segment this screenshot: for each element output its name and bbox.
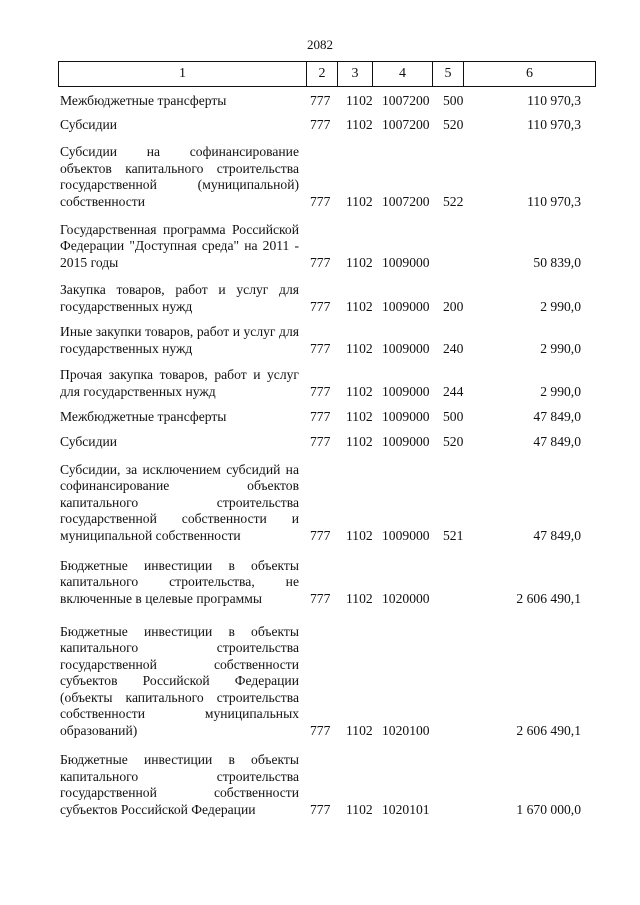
table-row (0, 366, 640, 400)
row-amount: 110 970,3 (527, 116, 581, 132)
table-row (0, 142, 640, 210)
row-code-2: 777 (310, 722, 331, 738)
row-code-2: 777 (310, 801, 331, 817)
column-header-2: 2 (307, 62, 338, 87)
row-code-4: 1020000 (382, 590, 430, 606)
table-row (0, 116, 640, 133)
table-row (0, 750, 640, 818)
row-code-4: 1020100 (382, 722, 430, 738)
row-amount: 110 970,3 (527, 193, 581, 209)
table-row (0, 556, 640, 607)
row-code-3: 1102 (346, 116, 373, 132)
row-code-4: 1009000 (382, 527, 430, 543)
row-name: Субсидии (60, 116, 118, 132)
row-code-3: 1102 (346, 433, 373, 449)
row-code-4: 1009000 (382, 383, 430, 399)
table-row (0, 220, 640, 271)
row-amount: 2 990,0 (540, 298, 581, 314)
row-code-5: 520 (443, 433, 464, 449)
row-amount: 1 670 000,0 (516, 801, 581, 817)
row-code-4: 1007200 (382, 92, 430, 108)
row-code-3: 1102 (346, 340, 373, 356)
row-amount: 47 849,0 (533, 527, 581, 543)
table-row (0, 281, 640, 315)
row-code-4: 1007200 (382, 193, 430, 209)
row-code-2: 777 (310, 408, 331, 424)
row-code-5: 500 (443, 92, 464, 108)
row-amount: 2 990,0 (540, 340, 581, 356)
row-code-2: 777 (310, 92, 331, 108)
row-code-5: 521 (443, 527, 464, 543)
row-amount: 50 839,0 (533, 254, 581, 270)
row-code-5: 200 (443, 298, 464, 314)
row-name: Бюджетные инвестиции в объекты капитального строительства государственной собственности субъектов Российской Федерации (объекты капитального строительства собственности муниципальных образований) (60, 623, 299, 738)
row-amount: 47 849,0 (533, 408, 581, 424)
row-code-4: 1009000 (382, 408, 430, 424)
row-name: Субсидии (60, 433, 118, 449)
row-code-2: 777 (310, 254, 331, 270)
row-code-4: 1009000 (382, 298, 430, 314)
row-name: Субсидии, за исключением субсидий на софинансирование объектов капитального строительства государственной собственности и муниципальной собственности (60, 461, 299, 543)
row-amount: 2 606 490,1 (516, 590, 581, 606)
row-code-5: 522 (443, 193, 464, 209)
row-code-3: 1102 (346, 590, 373, 606)
row-code-4: 1007200 (382, 116, 430, 132)
row-code-2: 777 (310, 340, 331, 356)
row-name: Субсидии на софинансирование объектов капитального строительства государственной (муниципальной) собственности (60, 144, 299, 209)
column-header-6: 6 (464, 62, 596, 87)
row-code-5: 240 (443, 340, 464, 356)
row-code-2: 777 (310, 383, 331, 399)
row-code-5: 520 (443, 116, 464, 132)
row-code-4: 1020101 (382, 801, 430, 817)
row-name: Прочая закупка товаров, работ и услуг для государственных нужд (60, 367, 299, 399)
row-code-2: 777 (310, 590, 331, 606)
table-row (0, 408, 640, 425)
row-code-2: 777 (310, 433, 331, 449)
row-code-3: 1102 (346, 92, 373, 108)
row-code-2: 777 (310, 527, 331, 543)
row-name: Межбюджетные трансферты (60, 408, 227, 424)
row-code-2: 777 (310, 193, 331, 209)
table-row (0, 459, 640, 544)
row-code-5: 244 (443, 383, 464, 399)
row-name: Иные закупки товаров, работ и услуг для государственных нужд (60, 324, 299, 356)
column-header-4: 4 (373, 62, 433, 87)
row-code-4: 1009000 (382, 340, 430, 356)
table-row (0, 617, 640, 739)
row-code-5: 500 (443, 408, 464, 424)
table-row (0, 323, 640, 357)
row-code-4: 1009000 (382, 433, 430, 449)
column-header-3: 3 (338, 62, 373, 87)
row-code-2: 777 (310, 298, 331, 314)
row-code-3: 1102 (346, 383, 373, 399)
column-header-1: 1 (59, 62, 307, 87)
row-code-3: 1102 (346, 193, 373, 209)
row-name: Бюджетные инвестиции в объекты капитального строительства государственной собственности субъектов Российской Федерации (60, 752, 299, 817)
row-name: Межбюджетные трансферты (60, 92, 227, 108)
row-amount: 2 606 490,1 (516, 722, 581, 738)
row-code-3: 1102 (346, 408, 373, 424)
page-number: 2082 (307, 37, 333, 52)
row-code-3: 1102 (346, 527, 373, 543)
row-amount: 47 849,0 (533, 433, 581, 449)
row-code-4: 1009000 (382, 254, 430, 270)
row-name: Бюджетные инвестиции в объекты капитального строительства, не включенные в целевые программы (60, 557, 299, 606)
row-code-3: 1102 (346, 254, 373, 270)
row-code-3: 1102 (346, 801, 373, 817)
row-amount: 2 990,0 (540, 383, 581, 399)
row-code-2: 777 (310, 116, 331, 132)
row-name: Государственная программа Российской Федерации "Доступная среда" на 2011 - 2015 годы (60, 221, 299, 270)
table-row (0, 92, 640, 109)
row-code-3: 1102 (346, 722, 373, 738)
row-name: Закупка товаров, работ и услуг для государственных нужд (60, 282, 299, 314)
column-header-5: 5 (433, 62, 464, 87)
row-amount: 110 970,3 (527, 92, 581, 108)
table-row (0, 433, 640, 450)
row-code-3: 1102 (346, 298, 373, 314)
